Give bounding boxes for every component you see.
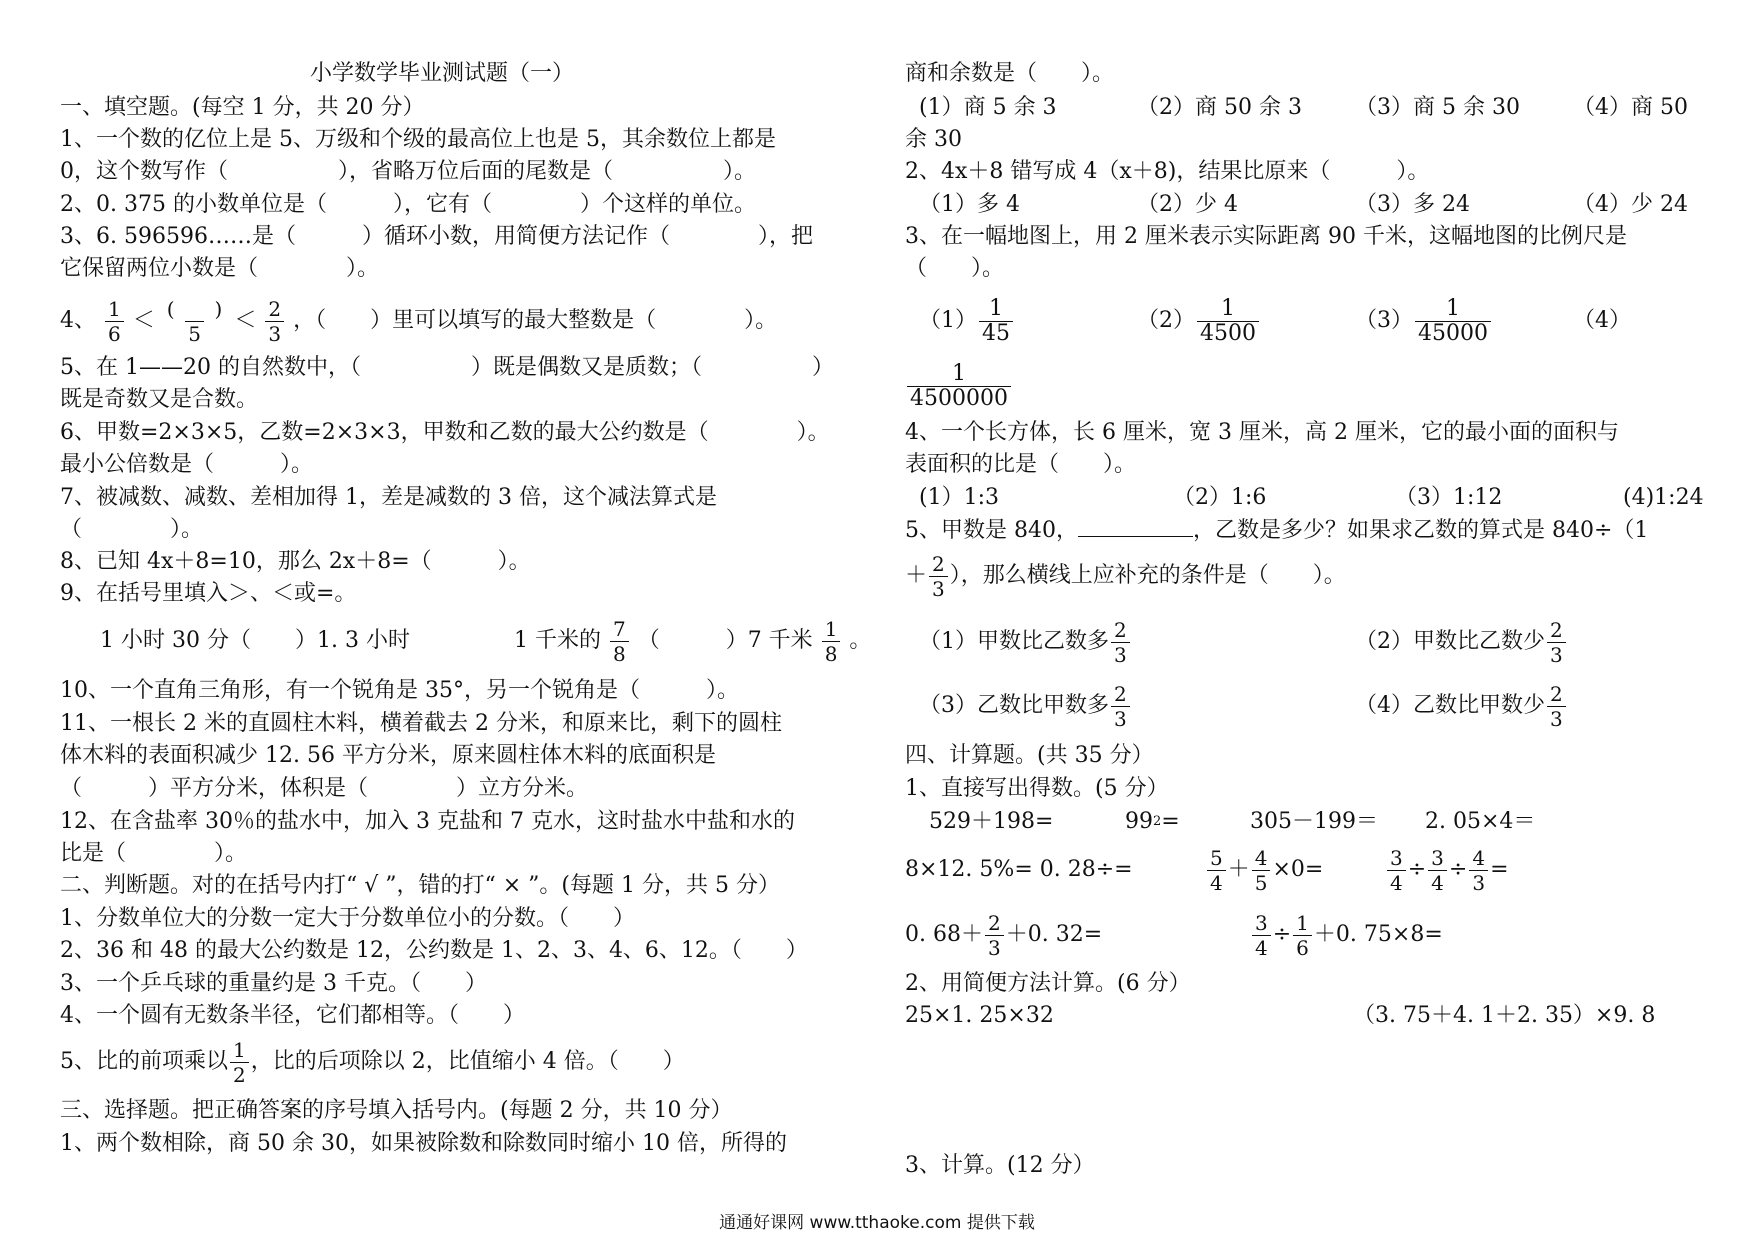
calc-expr-8x12-5: 8×12. 5%= 0. 28÷= <box>905 857 1133 882</box>
question-12-line-2: 比是（ ）。 <box>60 841 248 866</box>
section-true-false-heading: 二、判断题。对的在括号内打“ √ ”，错的打“ × ”。(每题 1 分，共 5 分） <box>60 873 780 898</box>
choice-1-option-1: (1）商 5 余 3 <box>919 95 1057 120</box>
choice-3-option-1: （1） $\frac{1}{45}$ <box>919 290 1015 352</box>
question-7-line-1: 7、被减数、减数、差相加得 1，差是减数的 3 倍，这个减法算式是 <box>60 485 717 510</box>
choice-4-option-4: (4)1:24 <box>1623 485 1704 510</box>
judge-5-fraction: $\frac{1}{2}$ <box>230 1038 249 1087</box>
choice-2-option-1: （1）多 4 <box>919 192 1020 217</box>
q4-suffix: ，（ ）里可以填写的最大整数是（ ）。 <box>293 308 778 333</box>
judge-3: 3、一个乒乓球的重量约是 3 千克。（ ） <box>60 971 487 996</box>
choice-2-option-4: （4）少 24 <box>1573 192 1688 217</box>
calc-expr-3-4-div: $\frac{3}{4}$ ÷ $\frac{1}{6}$ ＋0. 75×8= <box>1250 905 1443 965</box>
choice-2-option-3: （3）多 24 <box>1355 192 1470 217</box>
choice-5-option-4: （4）乙数比甲数少 $\frac{2}{3}$ <box>1355 676 1568 736</box>
question-5-line-2: 既是奇数又是合数。 <box>60 387 259 412</box>
judge-5-part-b: ，比的后项除以 2，比值缩小 4 倍。（ ） <box>250 1049 685 1074</box>
q4-less-than-1: ＜ <box>132 308 155 333</box>
question-6-line-1: 6、甲数=2×3×5，乙数=2×3×3，甲数和乙数的最大公约数是（ ）。 <box>60 420 830 445</box>
question-1-line-2: 0，这个数写作（ ），省略万位后面的尾数是（ ）。 <box>60 159 756 184</box>
choice-5-part-c: ），那么横线上应补充的条件是（ ）。 <box>949 563 1346 588</box>
calc-expr-2-05: 2. 05×4＝ <box>1425 809 1536 834</box>
question-6-line-2: 最小公倍数是（ ）。 <box>60 452 314 477</box>
question-8: 8、已知 4x＋8=10，那么 2x＋8=（ ）。 <box>60 549 531 574</box>
choice-1-line-2: 商和余数是（ ）。 <box>905 61 1115 86</box>
calc-expr-25x1-25x32: 25×1. 25×32 <box>905 1003 1054 1028</box>
choice-5-part-b: ，乙数是多少？如果求乙数的算式是 840÷（1 <box>1192 518 1649 543</box>
calc-expr-99-squared: $99^2=$ <box>1125 809 1180 834</box>
calc-part-2-heading: 2、用简便方法计算。(6 分） <box>905 971 1191 996</box>
question-11-line-3: （ ）平方分米，体积是（ ）立方分米。 <box>60 776 589 801</box>
q9-compare-c: （ ）7 千米 <box>637 628 813 653</box>
judge-1: 1、分数单位大的分数一定大于分数单位小的分数。（ ） <box>60 906 635 931</box>
q9-end: 。 <box>849 628 872 653</box>
choice-5-line-1 <box>905 516 1648 545</box>
choice-5-blank-line <box>1078 516 1193 537</box>
choice-1-line-1: 1、两个数相除，商 50 余 30，如果被除数和除数同时缩小 10 倍，所得的 <box>60 1131 787 1156</box>
question-5-line-1: 5、在 1——20 的自然数中，（ ）既是偶数又是质数；（ ） <box>60 355 834 380</box>
choice-1-option-4: （4）商 50 <box>1573 95 1688 120</box>
choice-5-line-2 <box>905 548 1346 604</box>
question-9: 9、在括号里填入＞、＜或=。 <box>60 581 357 606</box>
choice-3-option-3: （3） $\frac{1}{45000}$ <box>1355 290 1493 352</box>
choice-2-option-2: （2）少 4 <box>1137 192 1238 217</box>
question-7-line-2: （ ）。 <box>60 517 204 542</box>
judge-2: 2、36 和 48 的最大公约数是 12，公约数是 1、2、3、4、6、12。（ ） <box>60 938 808 963</box>
calc-expr-fraction-division: $\frac{3}{4}$ ÷ $\frac{3}{4}$ ÷ $\frac{4}{3}$ = <box>1385 840 1509 900</box>
q4-fraction-2: $\frac{( )}{5}$ <box>166 296 223 346</box>
choice-5-option-1: （1）甲数比乙数多 $\frac{2}{3}$ <box>919 612 1132 672</box>
choice-1-option-2: （2）商 50 余 3 <box>1137 95 1302 120</box>
choice-4-option-1: (1）1:3 <box>919 485 999 510</box>
judge-4: 4、一个圆有无数条半径，它们都相等。（ ） <box>60 1003 525 1028</box>
judge-5-part-a: 5、比的前项乘以 <box>60 1049 228 1074</box>
choice-1-option-3: （3）商 5 余 30 <box>1355 95 1520 120</box>
choice-3-option-4-label: （4） <box>1573 308 1631 333</box>
choice-2: 2、4x＋8 错写成 4（x＋8)，结果比原来（ ）。 <box>905 159 1430 184</box>
question-1-line-1: 1、一个数的亿位上是 5、万级和个级的最高位上也是 5，其余数位上都是 <box>60 127 776 152</box>
calc-expr-5-4-plus: $\frac{5}{4}$ ＋ $\frac{4}{5}$ ×0= <box>1205 840 1323 900</box>
judge-5 <box>60 1034 685 1090</box>
calc-part-3-heading: 3、计算。(12 分） <box>905 1153 1095 1178</box>
q9-compare-b: 1 千米的 <box>513 628 601 653</box>
question-9-comparisons <box>100 613 871 669</box>
question-3-line-2: 它保留两位小数是（ ）。 <box>60 256 380 281</box>
section-fill-blank-heading: 一、填空题。(每空 1 分，共 20 分） <box>60 95 425 120</box>
calc-part-1-heading: 1、直接写出得数。(5 分） <box>905 776 1169 801</box>
section-calculation-heading: 四、计算题。(共 35 分） <box>905 743 1154 768</box>
question-11-line-1: 11、一根长 2 米的直圆柱木料，横着截去 2 分米，和原来比，剩下的圆柱 <box>60 711 782 736</box>
calc-expr-3-75-sum: （3. 75＋4. 1＋2. 35）×9. 8 <box>1353 1003 1656 1028</box>
question-11-line-2: 体木料的表面积减少 12. 56 平方分米，原来圆柱体木料的底面积是 <box>60 743 716 768</box>
choice-4-option-2: （2）1:6 <box>1173 485 1267 510</box>
q9-fraction-7-8: $\frac{7}{8}$ <box>610 617 629 666</box>
question-10: 10、一个直角三角形，有一个锐角是 35°，另一个锐角是（ ）。 <box>60 678 739 703</box>
question-12-line-1: 12、在含盐率 30％的盐水中，加入 3 克盐和 7 克水，这时盐水中盐和水的 <box>60 809 795 834</box>
section-choice-heading: 三、选择题。把正确答案的序号填入括号内。(每题 2 分，共 10 分） <box>60 1098 733 1123</box>
choice-4-line-1: 4、一个长方体，长 6 厘米，宽 3 厘米，高 2 厘米，它的最小面的面积与 <box>905 420 1619 445</box>
choice-3-line-2: （ ）。 <box>905 256 1005 281</box>
choice-3-line-1: 3、在一幅地图上，用 2 厘米表示实际距离 90 千米，这幅地图的比例尺是 <box>905 224 1627 249</box>
q9-compare-a: 1 小时 30 分（ ）1. 3 小时 <box>100 628 410 653</box>
question-4 <box>60 291 777 351</box>
calc-expr-305: 305－199＝ <box>1250 809 1378 834</box>
choice-1-line-3: 余 30 <box>905 127 962 152</box>
choice-5-fraction: $\frac{2}{3}$ <box>929 552 948 601</box>
choice-5-plus: ＋ <box>905 563 928 588</box>
choice-4-option-3: （3）1:12 <box>1395 485 1503 510</box>
choice-4-line-2: 表面积的比是（ ）。 <box>905 452 1137 477</box>
q4-prefix: 4、 <box>60 308 96 333</box>
q9-fraction-1-8: $\frac{1}{8}$ <box>822 617 841 666</box>
question-3-line-1: 3、6. 596596……是（ ）循环小数，用简便方法记作（ ），把 <box>60 224 813 249</box>
choice-5-option-3: （3）乙数比甲数多 $\frac{2}{3}$ <box>919 676 1132 736</box>
question-2: 2、0. 375 的小数单位是（ ），它有（ ）个这样的单位。 <box>60 192 756 217</box>
choice-5-option-2: （2）甲数比乙数少 $\frac{2}{3}$ <box>1355 612 1568 672</box>
choice-3-option-2: （2） $\frac{1}{4500}$ <box>1137 290 1261 352</box>
q4-fraction-3: $\frac{2}{3}$ <box>265 297 284 346</box>
q4-fraction-1: $\frac{1}{6}$ <box>105 297 124 346</box>
page-title: 小学数学毕业测试题（一） <box>310 61 575 86</box>
calc-expr-0-68: 0. 68＋ $\frac{2}{3}$ ＋0. 32= <box>905 910 1103 960</box>
q4-less-than-2: ＜ <box>234 308 257 333</box>
footer-credit: 通通好课网 www.tthaoke.com 提供下载 <box>719 1213 1035 1233</box>
calc-expr-529: 529＋198= <box>929 809 1054 834</box>
choice-5-part-a: 5、甲数是 840， <box>905 518 1078 543</box>
choice-3-option-4-fraction: $\frac{1}{4500000}$ <box>905 355 1013 417</box>
